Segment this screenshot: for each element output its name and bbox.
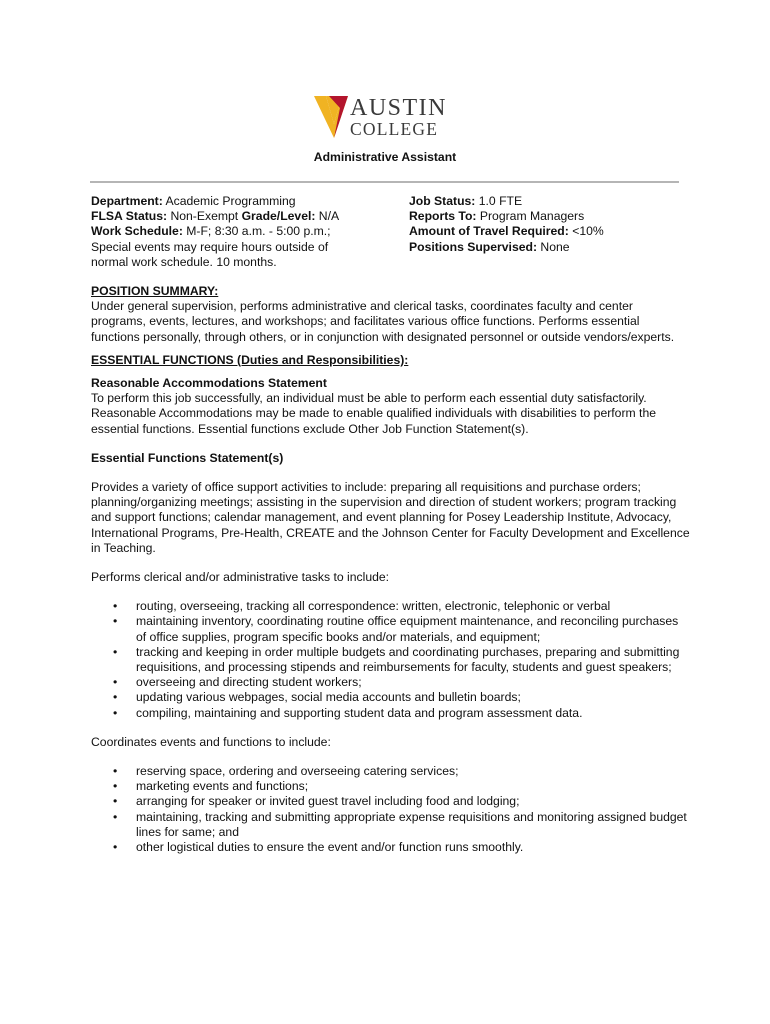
logo-line-austin: AUSTIN xyxy=(350,95,447,121)
positions-supervised-field: Positions Supervised: None xyxy=(409,239,570,254)
document-body xyxy=(91,284,691,855)
statements-heading: Essential Functions Statement(s) xyxy=(91,450,284,465)
list-item: • other logistical duties to ensure the event and/or function runs smoothly. xyxy=(113,840,524,855)
accommodations-heading: Reasonable Accommodations Statement xyxy=(91,376,327,391)
travel-required-field: Amount of Travel Required: <10% xyxy=(409,224,604,239)
list-item: • reserving space, ordering and overseeing catering services; xyxy=(113,764,459,779)
header-divider xyxy=(90,181,679,183)
reports-to-field: Reports To: Program Managers xyxy=(409,209,585,224)
accommodations-text: To perform this job successfully, an individual must be able to perform each essential duty satisfactorily. Reasonable Accommodations may be made to enable qualified individuals with disabilities to perform the essential functions. Essential functions exclude Other Job Function Statement(s). xyxy=(91,391,657,436)
position-summary-text: Under general supervision, performs administrative and clerical tasks, coordinates faculty and center programs, events, lectures, and workshops; and facilitates various office functions. Performs essential functions personally, through others, or in conjunction with designated personnel or outside vendors/experts. xyxy=(91,299,675,344)
list-item: • routing, overseeing, tracking all correspondence: written, electronic, telephonic or verbal xyxy=(113,599,611,614)
essential-functions-heading: ESSENTIAL FUNCTIONS (Duties and Responsibilities): xyxy=(91,352,409,367)
list-item: • marketing events and functions; xyxy=(113,779,309,794)
document-title: Administrative Assistant xyxy=(313,150,457,164)
list-item: • arranging for speaker or invited guest travel including food and lodging; xyxy=(113,794,520,809)
logo-line-college: COLLEGE xyxy=(350,119,439,139)
flsa-status-field: FLSA Status: Non-Exempt Grade/Level: N/A xyxy=(91,209,340,224)
position-summary-heading: POSITION SUMMARY: xyxy=(91,284,219,298)
job-details-right xyxy=(409,194,679,255)
logo-wordmark xyxy=(350,96,447,138)
job-status-field: Job Status: 1.0 FTE xyxy=(409,194,523,208)
job-details-left xyxy=(91,194,361,270)
list-item: • compiling, maintaining and supporting student data and program assessment data. xyxy=(113,705,583,720)
events-list xyxy=(91,764,691,855)
list-item: • maintaining inventory, coordinating routine office equipment maintenance, and reconciling purchases of office supplies, program specific books and/or materials, and equipment; xyxy=(113,614,679,644)
clerical-intro: Performs clerical and/or administrative tasks to include: xyxy=(91,570,390,585)
statements-intro: Provides a variety of office support activities to include: preparing all requisitions and purchase orders; planning/organizing meetings; assisting in the supervision and direction of student workers; program tracking and support functions; calendar management, and event planning for Posey Leadership Institute, Advocacy, International Programs, Pre-Health, CREATE and the Johnson Center for Faculty Development and Excellence in Teaching. xyxy=(91,480,690,555)
work-schedule-field: Work Schedule: M-F; 8:30 a.m. - 5:00 p.m.; Special events may require hours outside of normal work schedule. 10 months. xyxy=(91,224,331,269)
list-item: • tracking and keeping in order multiple budgets and coordinating purchases, preparing and submitting requisitions, and processing stipends and reimbursements for faculty, students and guest speakers; xyxy=(113,644,680,675)
list-item: • overseeing and directing student workers; xyxy=(113,675,362,690)
list-item: • maintaining, tracking and submitting appropriate expense requisitions and monitoring assigned budget lines for same; and xyxy=(113,809,687,839)
events-intro: Coordinates events and functions to include: xyxy=(91,734,331,749)
list-item: • updating various webpages, social media accounts and bulletin boards; xyxy=(113,690,521,705)
department-field: Department: Academic Programming xyxy=(91,194,296,208)
clerical-list xyxy=(91,599,691,721)
